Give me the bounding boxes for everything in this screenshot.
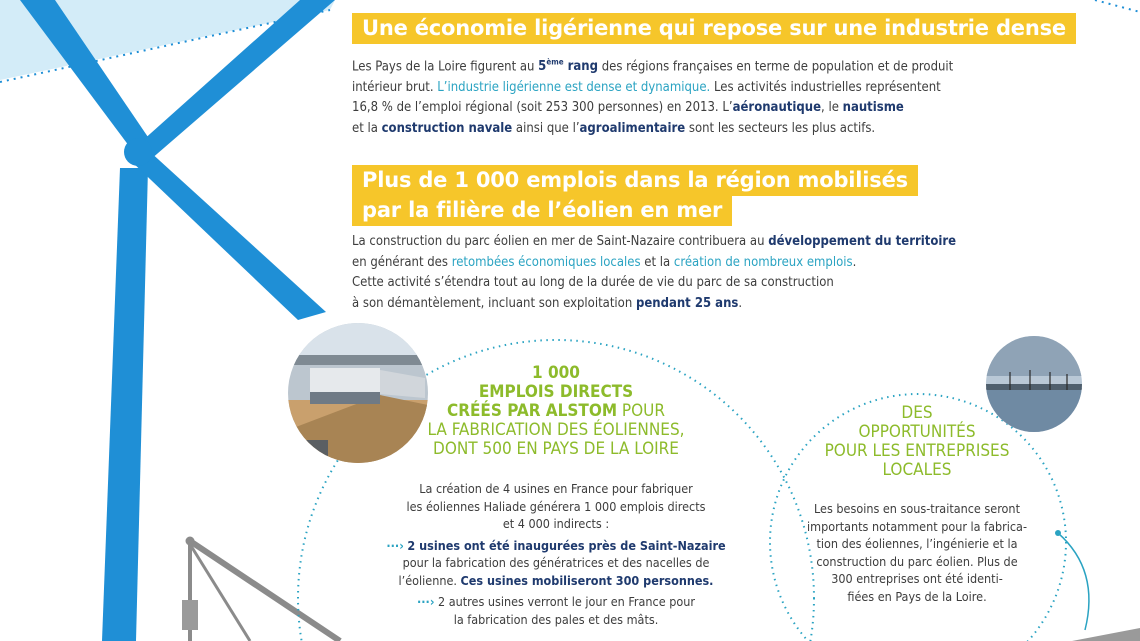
- curved-arrow: [1058, 533, 1089, 630]
- opportunities-body: [784, 500, 1050, 605]
- opportunities-body-line-5: 300 entreprises ont été identi-: [831, 571, 1003, 586]
- intro-line-2: intérieur brut. L’industrie ligérienne est dense et dynamique. Les activités industrielles représentent: [352, 79, 941, 95]
- direct-jobs-count: 1 000: [532, 363, 580, 383]
- jobs-line-1: La construction du parc éolien en mer de Saint-Nazaire contribuera au développement du territoire: [352, 234, 957, 249]
- opportunities-body-line-2: importants notamment pour la fabrica-: [806, 518, 1028, 534]
- curved-arrow-dot: [1055, 530, 1061, 536]
- opportunities-title-line-1: DES: [901, 403, 933, 423]
- intro-paragraph: [352, 53, 953, 139]
- opportunities-body-line-6: fiées en Pays de la Loire.: [847, 588, 987, 604]
- opportunities-title-line-3: POUR LES ENTREPRISES: [824, 441, 1010, 461]
- opportunities-title-line-4: LOCALES: [882, 460, 952, 480]
- bullet-factories-inaugurated: ···› 2 usines ont été inaugurées près de Saint-Nazaire: [386, 537, 726, 553]
- intro-line-3: 16,8 % de l’emploi régional (soit 253 300 personnes) en 2013. L’aéronautique, le nautisme: [352, 100, 904, 116]
- bullet-future-factories: ···› 2 autres usines verront le jour en France pour: [417, 594, 695, 609]
- section-heading-jobs-line-1: Plus de 1 000 emplois dans la région mobilisés: [352, 165, 918, 196]
- jobs-line-2: en générant des retombées économiques locales et la création de nombreux emplois.: [352, 254, 857, 270]
- direct-jobs-subtitle-2: LA FABRICATION DES ÉOLIENNES,: [427, 420, 685, 440]
- arrow-icon: ···›: [417, 594, 435, 609]
- direct-jobs-subtitle-3: DONT 500 EN PAYS DE LA LOIRE: [433, 439, 679, 459]
- opportunities-title-line-2: OPPORTUNITÉS: [858, 422, 976, 442]
- arrow-icon: ···›: [386, 537, 404, 553]
- section-heading-jobs-line-2: par la filière de l’éolien en mer: [352, 195, 732, 226]
- intro-line-4: et la construction navale ainsi que l’agroalimentaire sont les secteurs les plus actifs.: [352, 120, 876, 136]
- jobs-line-3: Cette activité s’étendra tout au long de la durée de vie du parc de sa construction: [352, 275, 834, 290]
- direct-jobs-subtitle-1: CRÉÉS PAR ALSTOM POUR: [446, 401, 665, 421]
- opportunities-body-line-3: tion des éoliennes, l’ingénierie et la: [816, 536, 1018, 551]
- section-heading-economy: Une économie ligérienne qui repose sur une industrie dense: [352, 13, 1076, 44]
- intro-line-1: Les Pays de la Loire figurent au 5ème rang des régions françaises en terme de population et de produit: [352, 58, 954, 75]
- direct-jobs-body: [380, 480, 732, 628]
- opportunities-body-line-1: Les besoins en sous-traitance seront: [814, 501, 1020, 516]
- ship-shape: [1072, 628, 1140, 641]
- direct-jobs-title: [400, 364, 712, 459]
- direct-jobs-body-line-2: les éoliennes Haliade générera 1 000 emplois directs: [406, 498, 706, 514]
- jobs-paragraph: [352, 232, 956, 314]
- bullet-2-line-2: la fabrication des pales et des mâts.: [453, 611, 659, 627]
- direct-jobs-body-line-1: La création de 4 usines en France pour fabriquer: [419, 481, 693, 496]
- opportunities-title: [790, 404, 1044, 480]
- crane-icon: [182, 537, 340, 641]
- direct-jobs-label: EMPLOIS DIRECTS: [478, 382, 634, 402]
- direct-jobs-body-line-3: et 4 000 indirects :: [502, 516, 610, 531]
- bullet-1-line-3: l’éolienne. Ces usines mobiliseront 300 personnes.: [398, 572, 714, 588]
- opportunities-body-line-4: construction du parc éolien. Plus de: [816, 553, 1018, 569]
- bullet-1-line-2: pour la fabrication des génératrices et des nacelles de: [402, 555, 710, 570]
- wind-turbine-icon: [20, 0, 335, 641]
- jobs-line-4: à son démantèlement, incluant son exploitation pendant 25 ans.: [352, 295, 743, 311]
- top-right-dots: [1095, 0, 1140, 12]
